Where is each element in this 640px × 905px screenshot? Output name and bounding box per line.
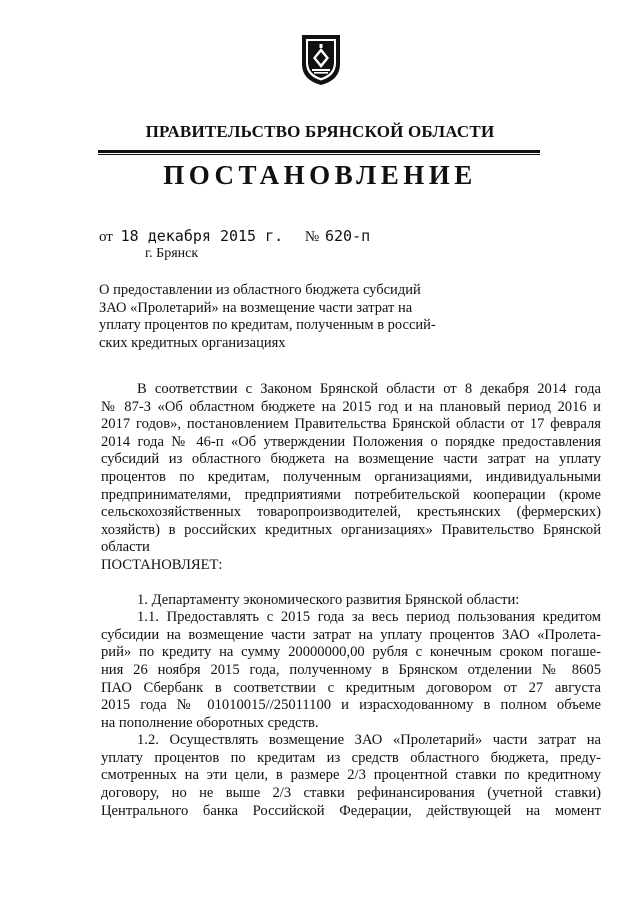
preamble-line: предпринимателями, предприятиями потребительской кооперации (кроме	[101, 486, 601, 503]
item-1-1-line: 1.1. Предоставлять с 2015 года за весь период пользования кредитом	[137, 609, 601, 626]
document-type: ПОСТАНОВЛЕНИЕ	[163, 160, 477, 190]
preamble-line: хозяйств) в российских кредитных организациях» Правительство Брянской	[101, 521, 601, 538]
item-1-2-line: смотренных на эти цели, в размере 2/3 процентной ставки по кредитному	[101, 767, 601, 784]
document-city: г. Брянск	[145, 246, 199, 261]
item-1-1-line: ПАО Сбербанк в соответствии с кредитным договором от 27 августа	[101, 679, 601, 696]
preamble-line: 2014 года № 46-п «Об утверждении Положения о порядке предоставления	[101, 433, 601, 450]
item-1-2-line: Центрального банка Российской Федерации, действующей на момент	[101, 802, 601, 819]
government-title: ПРАВИТЕЛЬСТВО БРЯНСКОЙ ОБЛАСТИ	[145, 122, 495, 141]
number-label: №	[304, 229, 320, 245]
item-1-2-line: уплату процентов по кредитам из средств областного бюджета, преду-	[101, 749, 601, 766]
header-rule	[98, 150, 540, 153]
coat-of-arms-icon	[300, 34, 342, 86]
item-1-1-line: 2015 года № 01010015//25011100 и израсходованному в полном объеме	[101, 697, 601, 714]
item-1-1-line: ния 26 ноября 2015 года, полученному в Брянском отделении № 8605	[101, 661, 601, 678]
subject-line: О предоставлении из областного бюджета субсидий	[99, 282, 421, 298]
document-body	[101, 381, 601, 820]
document-date: 18 декабря 2015 г.	[120, 227, 284, 245]
item-1-2-line: 1.2. Осуществлять возмещение ЗАО «Пролетарий» части затрат на	[137, 732, 601, 749]
document-subject	[99, 282, 454, 352]
document-meta	[99, 227, 370, 246]
subject-line: ЗАО «Пролетарий» на возмещение части затрат на	[99, 299, 413, 316]
item-1-1-line: на пополнение оборотных средств.	[101, 714, 319, 731]
resolves-heading: ПОСТАНОВЛЯЕТ:	[101, 556, 223, 573]
from-label: от	[99, 229, 113, 245]
subject-line: ских кредитных организациях	[99, 334, 286, 351]
item-1-heading: 1. Департаменту экономического развития Брянской области:	[137, 591, 520, 608]
subject-line: уплату процентов по кредитам, полученным в россий-	[99, 317, 436, 333]
preamble-line: В соответствии с Законом Брянской области от 8 декабря 2014 года	[137, 381, 601, 397]
item-1-1-line: рий» по кредиту на сумму 20000000,00 рубля с конечным сроком погаше-	[101, 644, 601, 661]
preamble-line: процентов по кредитам, полученным организациями, индивидуальными	[101, 468, 601, 485]
preamble-line: области	[101, 539, 150, 556]
item-1-1-line: субсидии на возмещение части затрат на уплату процентов ЗАО «Пролета-	[101, 626, 601, 643]
header-rule-thin	[98, 154, 540, 155]
item-1-2-line: договору, но не выше 2/3 ставки рефинансирования (учетной ставки)	[101, 785, 601, 802]
preamble-line: № 87-З «Об областном бюджете на 2015 год и на плановый период 2016 и	[101, 398, 601, 415]
preamble-line: 2017 годов», постановлением Правительства Брянской области от 17 февраля	[101, 416, 601, 433]
document-number: 620-п	[324, 227, 371, 245]
preamble-line: сельскохозяйственных товаропроизводителей, крестьянских (фермерских)	[101, 504, 601, 521]
preamble-line: субсидий из областного бюджета на возмещение части затрат на уплату	[101, 451, 601, 468]
